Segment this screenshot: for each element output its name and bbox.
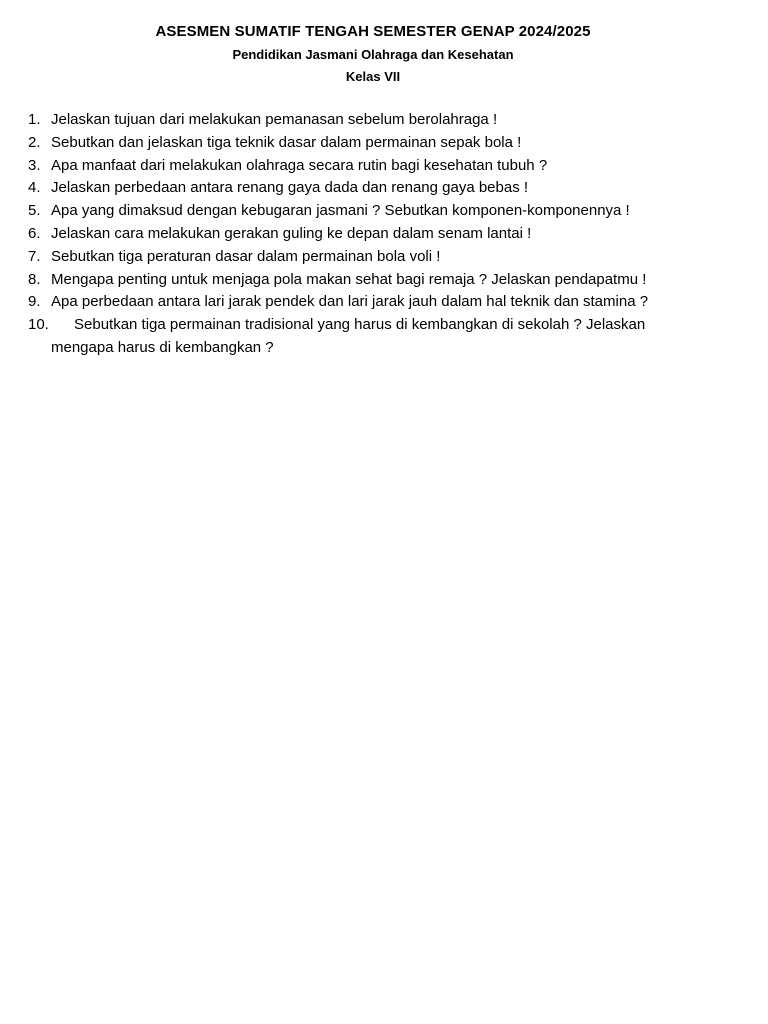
question-number: 3. — [28, 156, 41, 174]
question-text: Apa perbedaan antara lari jarak pendek dan lari jarak jauh dalam hal teknik dan stamina ? — [51, 293, 649, 311]
question-item — [28, 269, 728, 292]
question-item — [28, 200, 728, 223]
question-item — [28, 132, 728, 155]
question-number: 6. — [28, 224, 41, 242]
question-item — [28, 246, 728, 269]
question-text: Apa manfaat dari melakukan olahraga secara rutin bagi kesehatan tubuh ? — [51, 156, 548, 174]
question-number: 7. — [28, 247, 41, 265]
question-number: 2. — [28, 133, 41, 151]
class-label: Kelas VII — [345, 69, 401, 84]
question-number: 5. — [28, 202, 41, 220]
question-item — [28, 291, 728, 314]
question-text: Mengapa penting untuk menjaga pola makan sehat bagi remaja ? Jelaskan pendapatmu ! — [51, 270, 647, 288]
question-item — [28, 314, 728, 360]
question-list — [28, 109, 728, 360]
question-number: 10. — [28, 316, 49, 334]
question-item — [28, 177, 728, 200]
question-item — [28, 109, 728, 132]
question-number: 9. — [28, 293, 41, 311]
question-number: 8. — [28, 270, 41, 288]
question-text: Sebutkan dan jelaskan tiga teknik dasar dalam permainan sepak bola ! — [51, 133, 522, 151]
question-item — [28, 223, 728, 246]
question-text: Sebutkan tiga permainan tradisional yang harus di kembangkan di sekolah ? Jelaskan mengapa harus di kembangkan ? — [51, 316, 646, 356]
subject-title: Pendidikan Jasmani Olahraga dan Kesehatan — [232, 47, 514, 62]
question-text: Jelaskan tujuan dari melakukan pemanasan sebelum berolahraga ! — [51, 111, 498, 128]
question-number: 4. — [28, 179, 41, 197]
document-title: ASESMEN SUMATIF TENGAH SEMESTER GENAP 2024/2025 — [155, 23, 591, 40]
question-item — [28, 155, 728, 178]
question-text: Apa yang dimaksud dengan kebugaran jasmani ? Sebutkan komponen-komponennya ! — [51, 202, 630, 220]
question-text: Jelaskan perbedaan antara renang gaya dada dan renang gaya bebas ! — [51, 179, 529, 197]
question-text: Jelaskan cara melakukan gerakan guling ke depan dalam senam lantai ! — [51, 224, 532, 242]
question-text: Sebutkan tiga peraturan dasar dalam permainan bola voli ! — [51, 247, 441, 265]
question-number: 1. — [28, 111, 41, 128]
